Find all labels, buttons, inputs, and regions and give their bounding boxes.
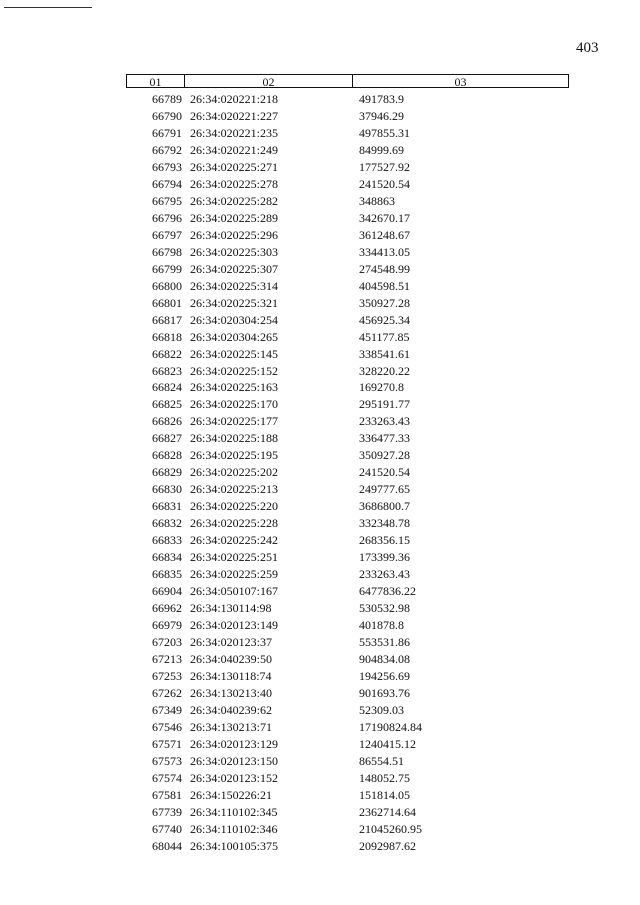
table-cell-02: 26:34:020225:202 [190, 465, 279, 480]
table-cell-03: 148052.75 [359, 770, 410, 785]
table-row [126, 193, 569, 210]
table-cell-01: 66834 [152, 550, 182, 565]
table-cell-01: 66797 [152, 227, 182, 242]
table-cell-03: 1240415.12 [359, 736, 416, 751]
table-row [126, 125, 569, 142]
table-cell-01: 66824 [152, 380, 182, 395]
table-row [126, 549, 569, 566]
table-cell-01: 66793 [152, 159, 182, 174]
table-cell-02: 26:34:020221:249 [190, 142, 279, 157]
table-cell-02: 26:34:130118:74 [190, 668, 272, 683]
table-cell-01: 67740 [152, 821, 182, 836]
table-cell-02: 26:34:020225:282 [190, 193, 279, 208]
table-row [126, 770, 569, 787]
table-row [126, 91, 569, 108]
table-cell-01: 66801 [152, 295, 182, 310]
table-cell-02: 26:34:110102:345 [190, 804, 278, 819]
table-cell-02: 26:34:020225:259 [190, 567, 279, 582]
table-cell-02: 26:34:110102:346 [190, 821, 278, 836]
table-cell-03: 456925.34 [359, 312, 410, 327]
table-cell-03: 530532.98 [359, 601, 410, 616]
table-cell-03: 241520.54 [359, 465, 410, 480]
table-row [126, 566, 569, 583]
table-cell-03: 336477.33 [359, 431, 410, 446]
table-cell-03: 3686800.7 [359, 499, 410, 514]
table-cell-01: 67203 [152, 635, 182, 649]
table-cell-03: 194256.69 [359, 668, 410, 683]
table-cell-01: 67213 [152, 651, 182, 666]
table-cell-02: 26:34:150226:21 [190, 787, 273, 802]
table-row [126, 176, 569, 193]
table-row [126, 481, 569, 498]
table-row [126, 363, 569, 380]
table-cell-01: 66794 [152, 176, 182, 191]
table-cell-02: 26:34:020225:242 [190, 533, 279, 548]
table-row [126, 702, 569, 719]
table-cell-02: 26:34:020225:220 [190, 499, 279, 514]
table-cell-01: 67574 [152, 770, 182, 785]
table-cell-01: 66828 [152, 448, 182, 463]
table-cell-01: 66789 [152, 92, 182, 106]
table-cell-01: 66798 [152, 244, 182, 259]
table-cell-02: 26:34:020221:218 [190, 92, 279, 106]
table-row [126, 464, 569, 481]
table-cell-02: 26:34:020123:152 [190, 770, 279, 785]
table-row [126, 719, 569, 736]
table-cell-02: 26:34:020304:254 [190, 312, 279, 327]
table-cell-03: 328220.22 [359, 363, 410, 378]
table-row [126, 821, 569, 838]
table-row [126, 447, 569, 464]
table-cell-01: 66822 [152, 346, 182, 361]
table-cell-02: 26:34:130114:98 [190, 601, 272, 616]
table-row [126, 617, 569, 634]
table-row [126, 600, 569, 617]
table-cell-02: 26:34:020225:195 [190, 448, 279, 463]
table-cell-03: 84999.69 [359, 142, 404, 157]
table-row [126, 838, 569, 855]
table-cell-01: 67571 [152, 736, 182, 751]
table-cell-03: 52309.03 [359, 702, 404, 717]
table-cell-01: 66830 [152, 482, 182, 497]
column-header-03: 03 [454, 75, 467, 89]
table-cell-02: 26:34:020123:149 [190, 618, 279, 633]
table-row [126, 583, 569, 600]
table-cell-03: 332348.78 [359, 516, 410, 531]
table-cell-01: 66831 [152, 499, 182, 514]
table-cell-02: 26:34:020123:150 [190, 753, 279, 768]
table-cell-01: 67253 [152, 668, 182, 683]
table-cell-03: 151814.05 [359, 787, 410, 802]
table-cell-03: 233263.43 [359, 414, 410, 429]
table-row [126, 108, 569, 125]
table-row [126, 312, 569, 329]
table-cell-03: 361248.67 [359, 227, 410, 242]
table-row [126, 685, 569, 702]
table-cell-01: 66817 [152, 312, 182, 327]
table-row [126, 515, 569, 532]
table-row [126, 227, 569, 244]
table-cell-02: 26:34:020225:213 [190, 482, 279, 497]
table-cell-03: 451177.85 [359, 329, 410, 344]
table-cell-03: 6477836.22 [359, 584, 416, 599]
table-cell-01: 66796 [152, 210, 182, 225]
table-cell-02: 26:34:020225:145 [190, 346, 279, 361]
table-row [126, 668, 569, 685]
table-cell-03: 268356.15 [359, 533, 410, 548]
table-cell-03: 904834.08 [359, 651, 410, 666]
table-cell-01: 66790 [152, 108, 182, 123]
table-cell-02: 26:34:020225:228 [190, 516, 279, 531]
table-cell-02: 26:34:020225:271 [190, 159, 279, 174]
table-row [126, 278, 569, 295]
table-cell-02: 26:34:020225:278 [190, 176, 279, 191]
table-cell-03: 17190824.84 [359, 719, 422, 734]
table-cell-01: 66835 [152, 567, 182, 582]
column-header-01: 01 [127, 75, 185, 87]
table-cell-02: 26:34:050107:167 [190, 584, 279, 599]
table-row [126, 210, 569, 227]
table-cell-01: 66829 [152, 465, 182, 480]
table-cell-02: 26:34:020225:321 [190, 295, 279, 310]
table-row [126, 295, 569, 312]
table-cell-03: 295191.77 [359, 397, 410, 412]
table-cell-03: 334413.05 [359, 244, 410, 259]
table-cell-03: 350927.28 [359, 295, 410, 310]
table-cell-02: 26:34:020225:289 [190, 210, 279, 225]
table-cell-02: 26:34:020225:188 [190, 431, 279, 446]
table-cell-03: 21045260.95 [359, 821, 422, 836]
table-cell-02: 26:34:040239:50 [190, 651, 273, 666]
table-cell-01: 67262 [152, 685, 182, 700]
table-row [126, 634, 569, 651]
table-cell-01: 66823 [152, 363, 182, 378]
table-cell-01: 67546 [152, 719, 182, 734]
page-number: 403 [576, 40, 599, 56]
table-cell-02: 26:34:130213:71 [190, 719, 273, 734]
table-cell-01: 67581 [152, 787, 182, 802]
table-cell-03: 497855.31 [359, 125, 410, 140]
table-row [126, 804, 569, 821]
table-cell-01: 66827 [152, 431, 182, 446]
table-cell-01: 67573 [152, 753, 182, 768]
table-cell-03: 241520.54 [359, 176, 410, 191]
table-row [126, 498, 569, 515]
table-cell-01: 66799 [152, 261, 182, 276]
table-cell-01: 67739 [152, 804, 182, 819]
table-cell-02: 26:34:020225:314 [190, 278, 279, 293]
table-cell-03: 342670.17 [359, 210, 410, 225]
table-cell-02: 26:34:020225:170 [190, 397, 279, 412]
table-cell-01: 66962 [152, 601, 182, 616]
table-cell-01: 66800 [152, 278, 182, 293]
table-cell-03: 338541.61 [359, 346, 410, 361]
table-row [126, 379, 569, 396]
table-row [126, 413, 569, 430]
table-cell-03: 553531.86 [359, 635, 410, 649]
table-cell-03: 249777.65 [359, 482, 410, 497]
table-cell-01: 67349 [152, 702, 182, 717]
table-row [126, 787, 569, 804]
table-row [126, 261, 569, 278]
table-cell-03: 233263.43 [359, 567, 410, 582]
table-cell-01: 66832 [152, 516, 182, 531]
table-cell-03: 86554.51 [359, 753, 404, 768]
table-cell-03: 2362714.64 [359, 804, 416, 819]
table-header [126, 74, 569, 88]
table-cell-01: 66792 [152, 142, 182, 157]
table-row [126, 396, 569, 413]
column-header-02: 02 [185, 75, 353, 87]
table-cell-01: 66979 [152, 618, 182, 633]
table-body [126, 91, 569, 855]
table-cell-02: 26:34:100105:375 [190, 838, 279, 853]
table-cell-01: 66826 [152, 414, 182, 429]
table-cell-01: 66795 [152, 193, 182, 208]
table-cell-02: 26:34:020225:163 [190, 380, 279, 395]
table-cell-02: 26:34:020123:129 [190, 736, 279, 751]
table-cell-02: 26:34:020304:265 [190, 329, 279, 344]
table-row [126, 159, 569, 176]
table-row [126, 430, 569, 447]
table-row [126, 651, 569, 668]
table-cell-03: 177527.92 [359, 159, 410, 174]
table-cell-03: 169270.8 [359, 380, 404, 395]
table-cell-01: 66825 [152, 397, 182, 412]
table-cell-02: 26:34:020221:227 [190, 108, 279, 123]
table-cell-02: 26:34:130213:40 [190, 685, 273, 700]
table-cell-03: 348863 [359, 193, 395, 208]
table-cell-03: 37946.29 [359, 108, 404, 123]
table-cell-03: 901693.76 [359, 685, 410, 700]
table-cell-01: 66833 [152, 533, 182, 548]
table-cell-01: 66904 [152, 584, 182, 599]
table-cell-02: 26:34:020225:251 [190, 550, 279, 565]
table-cell-01: 66818 [152, 329, 182, 344]
table-cell-03: 404598.51 [359, 278, 410, 293]
table-cell-03: 401878.8 [359, 618, 404, 633]
table-cell-02: 26:34:020123:37 [190, 635, 273, 649]
table-row [126, 329, 569, 346]
table-cell-02: 26:34:040239:62 [190, 702, 273, 717]
table-cell-03: 274548.99 [359, 261, 410, 276]
table-row [126, 244, 569, 261]
table-row [126, 532, 569, 549]
table-cell-02: 26:34:020225:296 [190, 227, 279, 242]
table-cell-02: 26:34:020225:177 [190, 414, 279, 429]
table-cell-03: 2092987.62 [359, 838, 416, 853]
top-rule [4, 7, 92, 8]
table-cell-02: 26:34:020221:235 [190, 125, 279, 140]
table-cell-02: 26:34:020225:152 [190, 363, 279, 378]
table-row [126, 753, 569, 770]
table-cell-03: 173399.36 [359, 550, 410, 565]
table-cell-03: 491783.9 [359, 92, 404, 106]
table-cell-01: 68044 [152, 838, 182, 853]
table-row [126, 142, 569, 159]
table-row [126, 346, 569, 363]
table-cell-01: 66791 [152, 125, 182, 140]
table-cell-02: 26:34:020225:303 [190, 244, 279, 259]
table-cell-03: 350927.28 [359, 448, 410, 463]
table-cell-02: 26:34:020225:307 [190, 261, 279, 276]
table-row [126, 736, 569, 753]
